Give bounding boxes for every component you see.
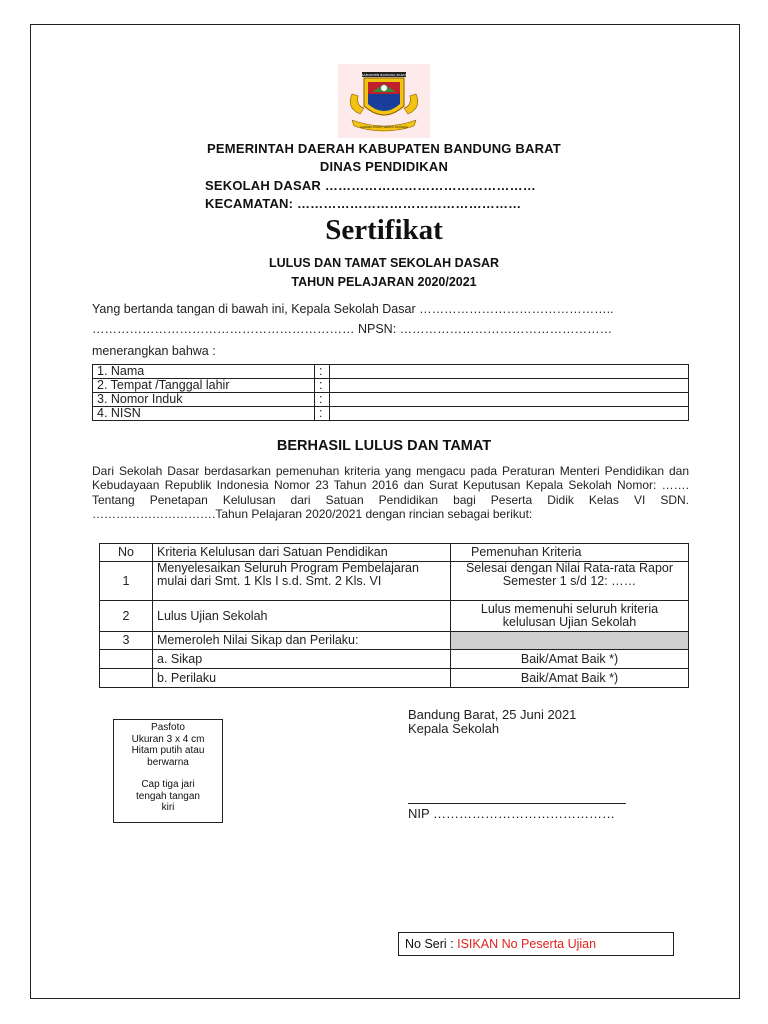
photo-box (113, 719, 223, 823)
criteria-text: a. Sikap (153, 650, 451, 669)
header-department: DINAS PENDIDIKAN (319, 159, 449, 174)
criteria-header-row (100, 544, 689, 562)
photo-line: tengah tangan (136, 790, 200, 802)
signature-place-date: Bandung Barat, 25 Juni 2021 (408, 707, 577, 722)
identity-sep: : (315, 365, 330, 379)
result-paragraph: Dari Sekolah Dasar berdasarkan pemenuhan kriteria yang mengacu pada Peraturan Menteri Pendidikan dan Kebudayaan Republik Indonesia Nomor 23 Tahun 2016 dan Surat Keputusan Kepala Sekolah Nomor: ……. Tentang Penetapan Kelulusan dari Satuan Pendidikan bagi Peserta Didik Kelas VI SDN. ………………………….Tahun Pelajaran 2020/2021 dengan rincian sebagai berikut: (92, 464, 689, 521)
school-label: SEKOLAH DASAR (205, 178, 321, 193)
serial-box (398, 932, 674, 956)
criteria-no: 2 (100, 601, 153, 632)
identity-row (93, 393, 689, 407)
regency-logo (338, 64, 430, 138)
criteria-text: Memeroleh Nilai Sikap dan Perilaku: (153, 632, 451, 650)
serial-label: No Seri : (405, 937, 454, 951)
criteria-no: 1 (100, 562, 153, 601)
header-school (205, 178, 536, 193)
col-header-criteria: Kriteria Kelulusan dari Satuan Pendidikan (153, 544, 451, 562)
criteria-row (100, 669, 689, 688)
identity-row (93, 365, 689, 379)
identity-label: 1. Nama (93, 365, 315, 379)
col-header-no: No (100, 544, 153, 562)
criteria-fulfil: Baik/Amat Baik *) (451, 669, 689, 688)
criteria-row (100, 562, 689, 601)
identity-label: 4. NISN (93, 407, 315, 421)
photo-line: Cap tiga jari (141, 779, 195, 790)
header-government: PEMERINTAH DAERAH KABUPATEN BANDUNG BARAT (207, 141, 561, 156)
logo-top-text: KABUPATEN BANDUNG BARAT (361, 73, 407, 77)
school-value: ………………………………………… (324, 178, 537, 193)
criteria-fulfil: Selesai dengan Nilai Rata-rata Rapor Semester 1 s/d 12: …… (451, 562, 689, 601)
criteria-fulfil: Lulus memenuhi seluruh kriteria kelulusan Ujian Sekolah (451, 601, 689, 632)
criteria-no (100, 650, 153, 669)
district-value: …………………………………………… (296, 196, 522, 211)
subtitle-graduation: LULUS DAN TAMAT SEKOLAH DASAR (268, 256, 500, 270)
criteria-text: b. Perilaku (153, 669, 451, 688)
result-heading: BERHASIL LULUS DAN TAMAT (276, 438, 492, 454)
criteria-text: Lulus Ujian Sekolah (153, 601, 451, 632)
criteria-fulfil: Baik/Amat Baik *) (451, 650, 689, 669)
criteria-text: Menyelesaikan Seluruh Program Pembelajaran mulai dari Smt. 1 Kls I s.d. Smt. 2 Kls. VI (153, 562, 451, 601)
intro-line-1: Yang bertanda tangan di bawah ini, Kepala Sekolah Dasar ……………………………………….. (92, 302, 614, 316)
identity-label: 2. Tempat /Tanggal lahir (93, 379, 315, 393)
certificate-title: Sertifikat (325, 214, 443, 246)
header-district (205, 196, 521, 211)
photo-line: berwarna (147, 756, 189, 768)
criteria-no: 3 (100, 632, 153, 650)
signature-line (408, 803, 626, 804)
criteria-row (100, 601, 689, 632)
criteria-row (100, 650, 689, 669)
district-label: KECAMATAN: (205, 196, 294, 211)
photo-line: Pasfoto (151, 722, 185, 733)
identity-row (93, 379, 689, 393)
serial-value: ISIKAN No Peserta Ujian (457, 937, 597, 951)
logo-motto: GAWIRA MUKTI WERTA KAHARJA (360, 125, 408, 129)
identity-value (330, 393, 689, 407)
identity-row (93, 407, 689, 421)
criteria-row (100, 632, 689, 650)
identity-sep: : (315, 407, 330, 421)
identity-value (330, 379, 689, 393)
identity-sep: : (315, 393, 330, 407)
criteria-fulfil-shaded (451, 632, 689, 650)
identity-label: 3. Nomor Induk (93, 393, 315, 407)
identity-sep: : (315, 379, 330, 393)
signature-role: Kepala Sekolah (408, 721, 500, 736)
identity-value (330, 407, 689, 421)
col-header-fulfil: Pemenuhan Kriteria (451, 544, 689, 562)
identity-table (92, 364, 689, 421)
intro-line-2: ……………………………………………………… NPSN: …………………………………………… (92, 322, 613, 336)
photo-line: Hitam putih atau (131, 745, 205, 756)
signature-nip: NIP …………………………………… (408, 806, 616, 821)
criteria-table (99, 543, 689, 688)
intro-line-3: menerangkan bahwa : (92, 344, 216, 358)
photo-line: kiri (161, 802, 175, 813)
subtitle-year: TAHUN PELAJARAN 2020/2021 (291, 275, 477, 289)
photo-line: Ukuran 3 x 4 cm (131, 733, 205, 745)
identity-value (330, 365, 689, 379)
criteria-no (100, 669, 153, 688)
